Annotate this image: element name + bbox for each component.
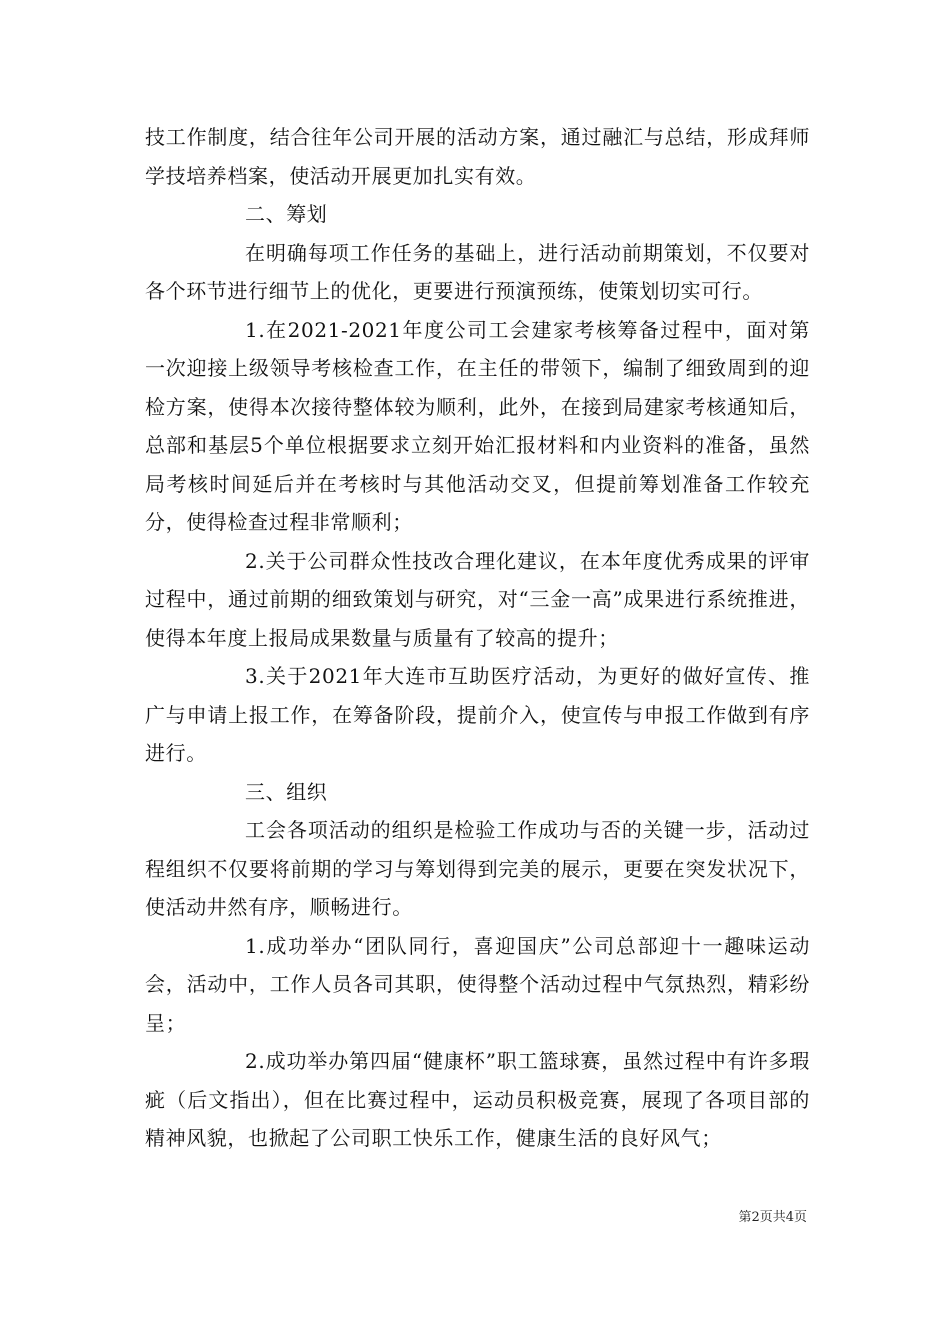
paragraph-planning-intro: 在明确每项工作任务的基础上，进行活动前期策划，不仅要对各个环节进行细节上的优化，更要进行预演预练，使策划切实可行。 (145, 240, 810, 303)
paragraph-continuation: 技工作制度，结合往年公司开展的活动方案，通过融汇与总结，形成拜师学技培养档案，使活动开展更加扎实有效。 (145, 125, 810, 188)
section-heading-organization: 三、组织 (245, 779, 328, 804)
paragraph-organization-intro: 工会各项活动的组织是检验工作成功与否的关键一步，活动过程组织不仅要将前期的学习与筹划得到完美的展示，更要在突发状况下，使活动井然有序，顺畅进行。 (145, 818, 810, 919)
document-body (145, 118, 810, 1158)
paragraph-planning-item-1: 1.在2021-2021年度公司工会建家考核筹备过程中，面对第一次迎接上级领导考核检查工作，在主任的带领下，编制了细致周到的迎检方案，使得本次接待整体较为顺利，此外，在接到局建家考核通知后，总部和基层5个单位根据要求立刻开始汇报材料和内业资料的准备，虽然局考核时间延后并在考核时与其他活动交叉，但提前筹划准备工作较充分，使得检查过程非常顺利； (145, 317, 810, 534)
paragraph-planning-item-3: 3.关于2021年大连市互助医疗活动，为更好的做好宣传、推广与申请上报工作，在筹备阶段，提前介入，使宣传与申报工作做到有序进行。 (145, 664, 810, 765)
page-number-footer: 第2页共4页 (738, 1210, 807, 1225)
paragraph-organization-item-1: 1.成功举办“团队同行，喜迎国庆”公司总部迎十一趣味运动会，活动中，工作人员各司其职，使得整个活动过程中气氛热烈，精彩纷呈； (145, 933, 810, 1035)
section-heading-planning: 二、筹划 (245, 202, 328, 226)
paragraph-organization-item-2: 2.成功举办第四届“健康杯”职工篮球赛，虽然过程中有许多瑕疵（后文指出），但在比赛过程中，运动员积极竞赛，展现了各项目部的精神风貌，也掀起了公司职工快乐工作，健康生活的良好风气； (145, 1049, 810, 1150)
paragraph-planning-item-2: 2.关于公司群众性技改合理化建议，在本年度优秀成果的评审过程中，通过前期的细致策划与研究，对“三金一高”成果进行系统推进，使得本年度上报局成果数量与质量有了较高的提升； (145, 548, 810, 650)
